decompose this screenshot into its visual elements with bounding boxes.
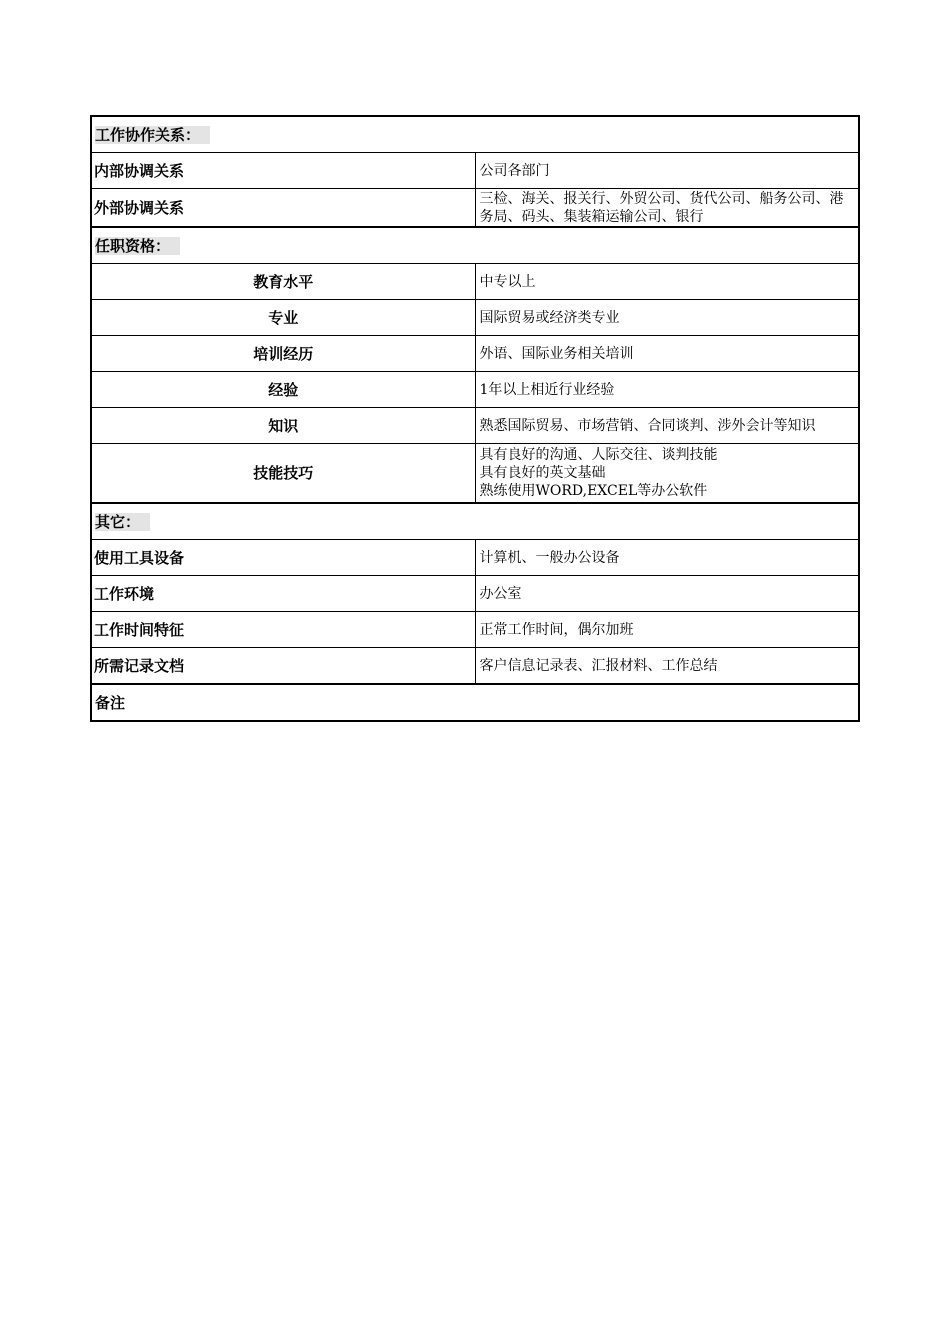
row-value: 公司各部门 bbox=[475, 153, 859, 189]
table-row bbox=[91, 648, 859, 685]
section-title: 其它： bbox=[95, 513, 150, 531]
section-other bbox=[91, 503, 859, 540]
row-value: 中专以上 bbox=[475, 264, 859, 300]
row-value: 熟悉国际贸易、市场营销、合同谈判、涉外会计等知识 bbox=[475, 408, 859, 444]
row-value: 国际贸易或经济类专业 bbox=[475, 300, 859, 336]
table-row bbox=[91, 264, 859, 300]
table-row bbox=[91, 576, 859, 612]
table-row bbox=[91, 189, 859, 228]
job-description-table bbox=[90, 115, 860, 722]
skill-line: 具有良好的沟通、人际交往、谈判技能 bbox=[479, 447, 718, 463]
row-value: 1年以上相近行业经验 bbox=[475, 372, 859, 408]
table-row bbox=[91, 408, 859, 444]
job-description-sheet bbox=[90, 115, 860, 722]
row-label: 工作时间特征 bbox=[91, 612, 475, 648]
row-value: 外语、国际业务相关培训 bbox=[475, 336, 859, 372]
row-label: 教育水平 bbox=[91, 264, 475, 300]
table-row bbox=[91, 540, 859, 576]
section-title: 任职资格： bbox=[95, 237, 180, 255]
table-row bbox=[91, 153, 859, 189]
row-label: 工作环境 bbox=[91, 576, 475, 612]
section-title: 备注 bbox=[95, 693, 126, 712]
table-row bbox=[91, 372, 859, 408]
skill-line: 具有良好的英文基础 bbox=[479, 465, 606, 481]
row-value: 三检、海关、报关行、外贸公司、货代公司、船务公司、港务局、码头、集装箱运输公司、银行 bbox=[475, 189, 859, 228]
table-row bbox=[91, 612, 859, 648]
row-value: 计算机、一般办公设备 bbox=[475, 540, 859, 576]
row-label: 经验 bbox=[91, 372, 475, 408]
section-qualification bbox=[91, 227, 859, 264]
table-row bbox=[91, 336, 859, 372]
section-coordination bbox=[91, 116, 859, 153]
row-label: 使用工具设备 bbox=[91, 540, 475, 576]
row-label: 技能技巧 bbox=[91, 444, 475, 504]
row-label: 所需记录文档 bbox=[91, 648, 475, 685]
row-label: 外部协调关系 bbox=[91, 189, 475, 228]
section-title: 工作协作关系： bbox=[95, 126, 210, 144]
row-value: 办公室 bbox=[475, 576, 859, 612]
table-row-skills bbox=[91, 444, 859, 504]
skill-line: 熟练使用WORD,EXCEL等办公软件 bbox=[479, 483, 708, 499]
row-value: 客户信息记录表、汇报材料、工作总结 bbox=[475, 648, 859, 685]
row-label: 内部协调关系 bbox=[91, 153, 475, 189]
row-label: 专业 bbox=[91, 300, 475, 336]
row-value: 正常工作时间，偶尔加班 bbox=[475, 612, 859, 648]
section-notes bbox=[91, 684, 859, 721]
row-label: 培训经历 bbox=[91, 336, 475, 372]
row-value bbox=[475, 444, 859, 504]
row-label: 知识 bbox=[91, 408, 475, 444]
table-row bbox=[91, 300, 859, 336]
